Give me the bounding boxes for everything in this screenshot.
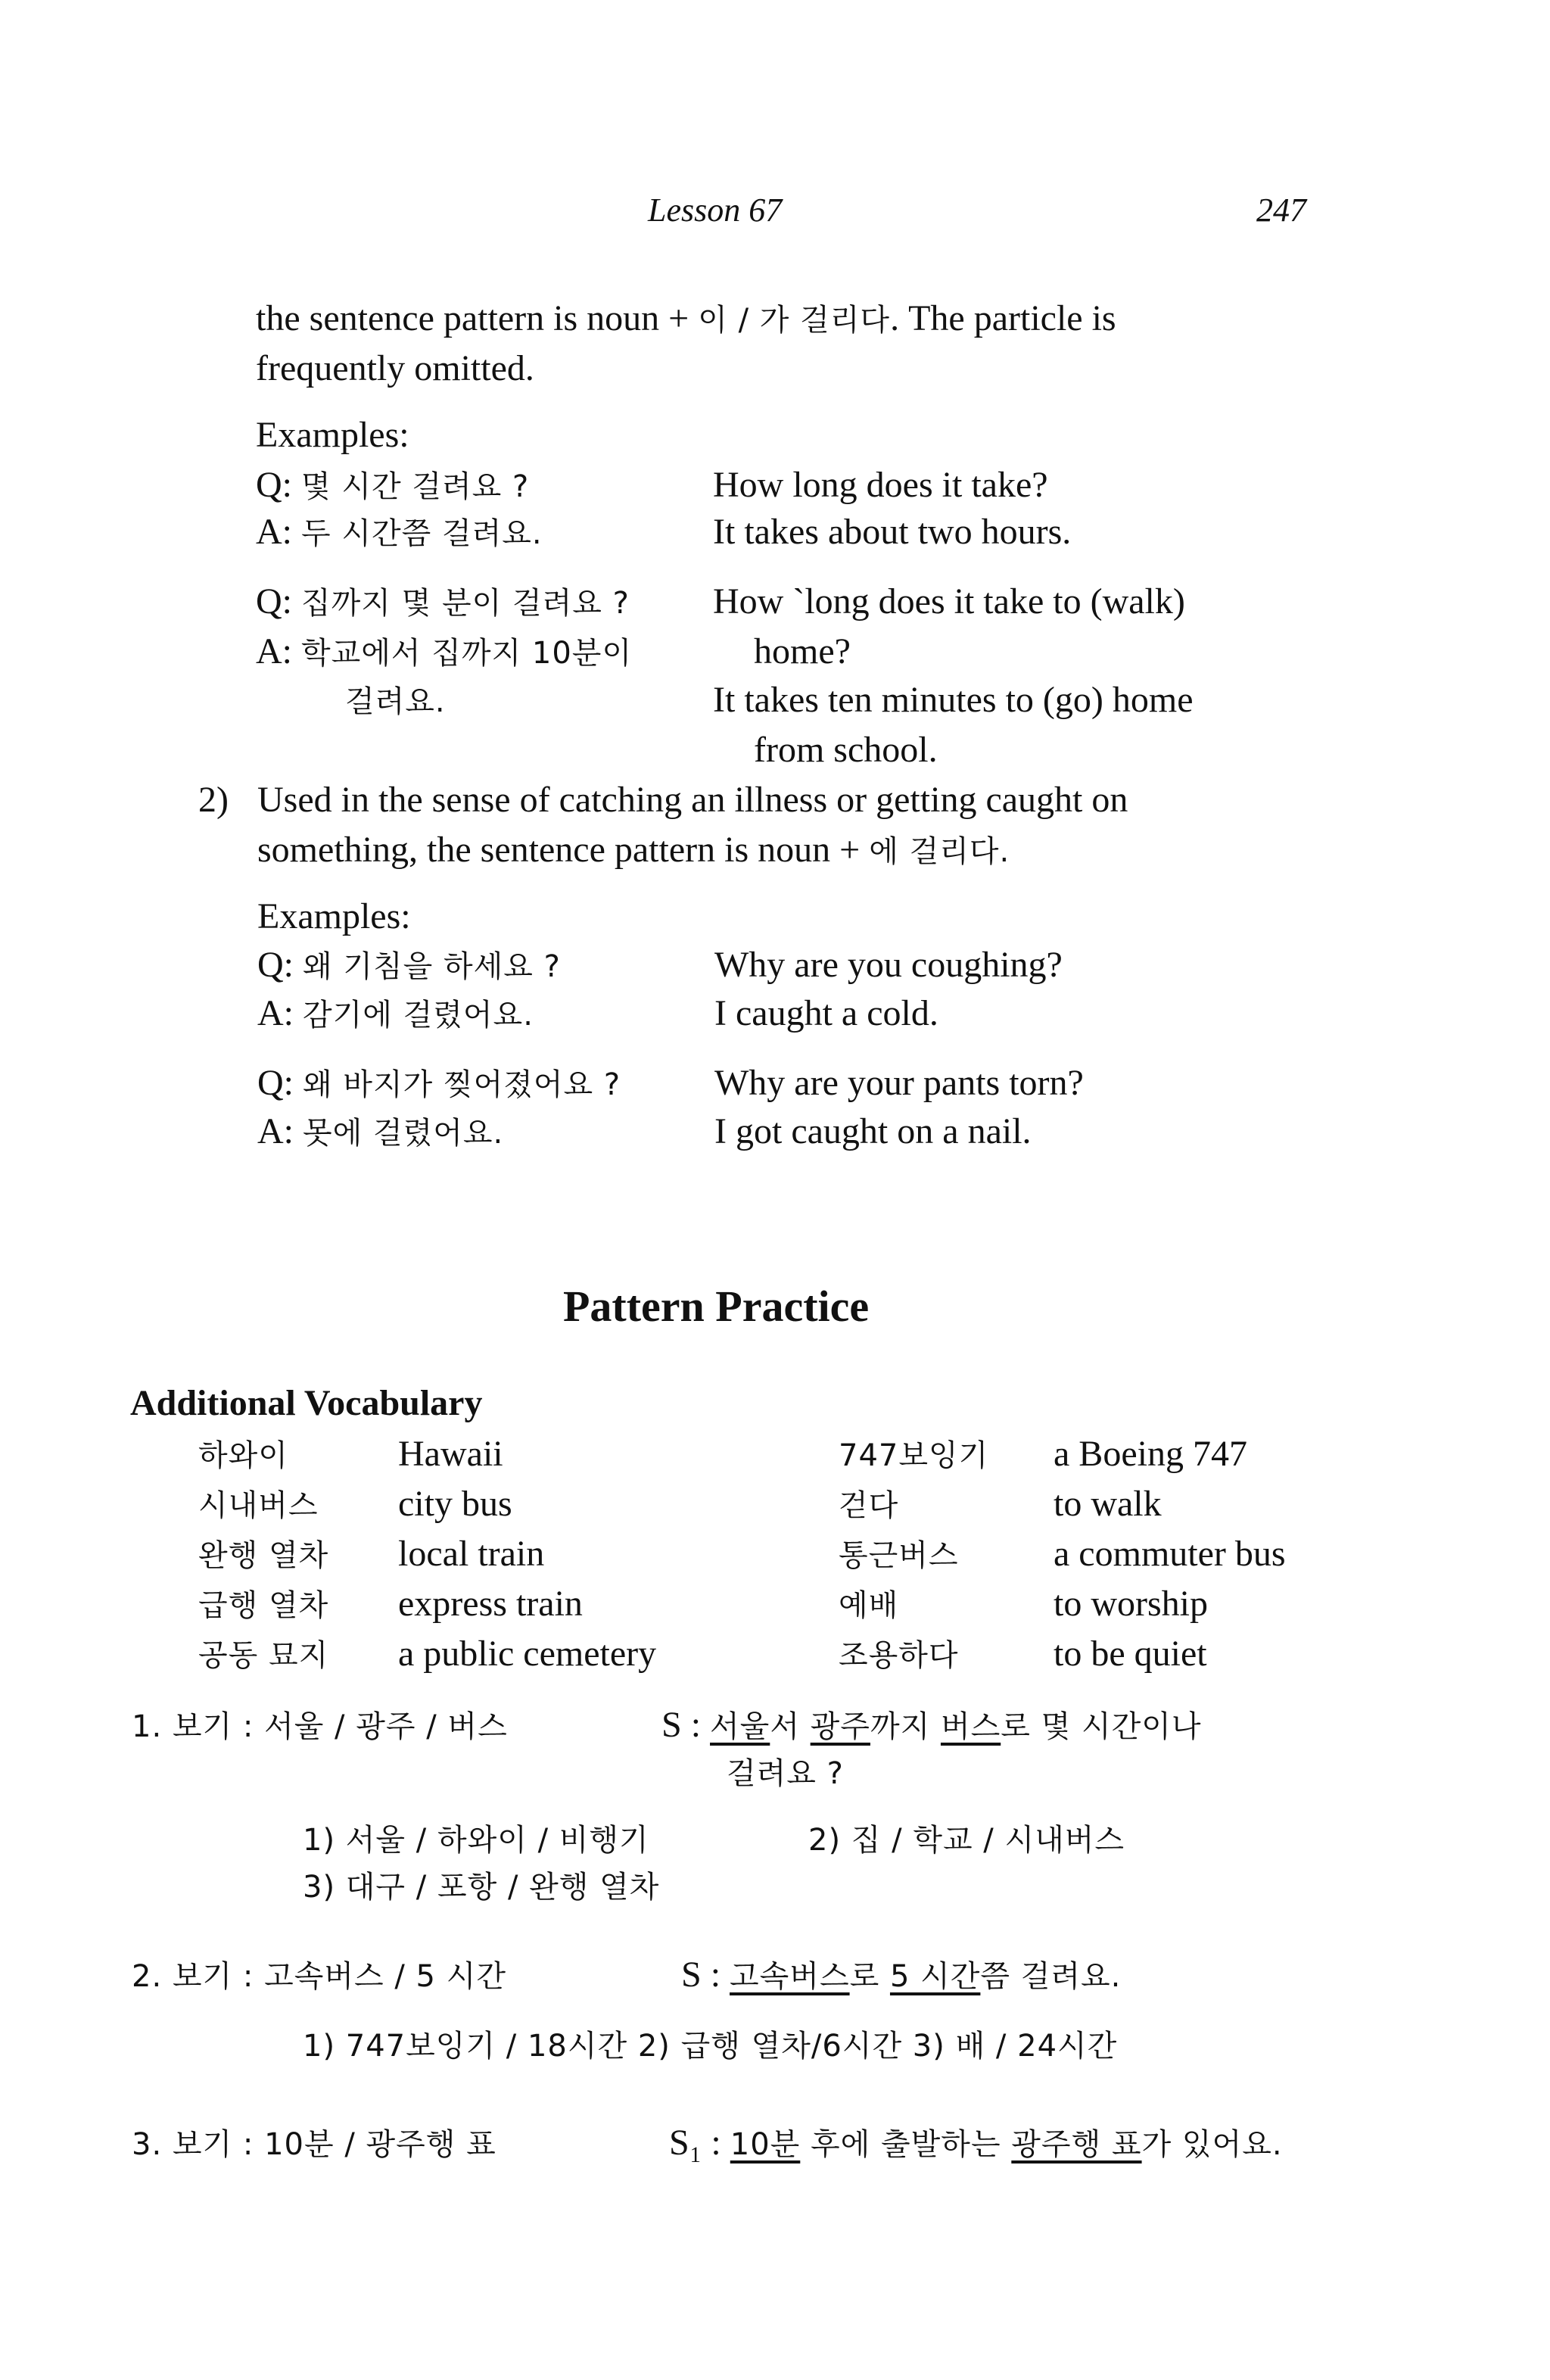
a-prefix: A: — [256, 631, 301, 671]
q-korean: 집까지 몇 분이 걸려요 ? — [301, 586, 630, 621]
vocab-english: local train — [398, 1534, 545, 1574]
example1-q2-translation: How `long does it take to (walk) — [713, 581, 1185, 621]
q-korean: 왜 바지가 찢어졌어요 ? — [303, 1067, 621, 1102]
exercise-2-items: 1) 747보잉기 / 18시간 2) 급행 열차/6시간 3) 배 / 24시간 — [303, 2029, 1118, 2064]
exercise-2-sentence: S : 고속버스로 5 시간쯤 걸려요. — [681, 1955, 1122, 1995]
blank-1: 서울 — [710, 1709, 770, 1744]
exercise-3-label: 3. 보기 : 10분 / 광주행 표 — [132, 2127, 496, 2162]
vocab-english: to worship — [1054, 1584, 1208, 1624]
example1-a2 — [256, 628, 632, 677]
example2-q2-translation: Why are your pants torn? — [714, 1063, 1084, 1103]
intro-line-2: frequently omitted. — [256, 348, 534, 388]
example2-a2 — [257, 1108, 503, 1157]
intro-line-1 — [256, 295, 1116, 344]
exercise-1-sentence: S : 서울서 광주까지 버스로 몇 시간이나 — [661, 1705, 1202, 1745]
blank-2: 광주행 표 — [1011, 2127, 1142, 2162]
blank-2: 광주 — [810, 1709, 870, 1744]
speaker-label: S₁ : — [669, 2123, 721, 2163]
point-2-korean: 에 걸리다. — [869, 834, 1010, 869]
vocab-korean: 걷다 — [839, 1488, 899, 1523]
a-korean: 학교에서 집까지 10분이 — [301, 636, 633, 671]
intro-korean: 이 / 가 걸리다 — [698, 303, 891, 338]
blank-2: 5 시간 — [889, 1959, 981, 1994]
vocab-english: a Boeing 747 — [1054, 1434, 1247, 1474]
exercise-1-label: 1. 보기 : 서울 / 광주 / 버스 — [132, 1709, 508, 1744]
speaker-label: S : — [661, 1705, 702, 1745]
example1-a2-korean-cont — [345, 677, 446, 725]
point-2-line-2 — [257, 827, 1010, 875]
point-2-text: something, the sentence pattern is noun + — [257, 830, 870, 870]
vocab-english: Hawaii — [398, 1434, 503, 1474]
point-2-line-1: Used in the sense of catching an illness or getting caught on — [257, 780, 1128, 820]
a-prefix: A: — [257, 993, 303, 1033]
intro-text-a: the sentence pattern is noun + — [256, 298, 699, 338]
vocab-korean: 급행 열차 — [198, 1588, 329, 1623]
exercise-2-label: 2. 보기 : 고속버스 / 5 시간 — [132, 1959, 506, 1994]
examples-label-1: Examples: — [256, 415, 409, 455]
blank-1: 10분 — [730, 2127, 801, 2162]
example2-q1 — [257, 942, 561, 990]
vocab-english: to be quiet — [1054, 1634, 1207, 1674]
point-2-number: 2) — [198, 780, 229, 820]
example1-q2 — [256, 578, 630, 627]
blank-1: 고속버스 — [730, 1959, 850, 1994]
q-prefix: Q: — [257, 1063, 303, 1103]
speaker-label: S : — [681, 1955, 721, 1995]
intro-text-b: . The particle is — [890, 298, 1116, 338]
vocab-korean: 시내버스 — [198, 1488, 319, 1523]
q-prefix: Q: — [256, 581, 301, 621]
vocab-english: a commuter bus — [1054, 1534, 1286, 1574]
example1-q1-translation: How long does it take? — [713, 465, 1048, 505]
exercise-1-items-b: 2) 집 / 학교 / 시내버스 — [808, 1823, 1125, 1858]
example1-a2-translation-1: home? — [754, 631, 851, 671]
vocab-korean: 통근버스 — [839, 1538, 959, 1573]
page-number: 247 — [1256, 192, 1306, 229]
a-korean: 못에 걸렸어요. — [303, 1116, 504, 1151]
pattern-practice-heading: Pattern Practice — [563, 1282, 870, 1331]
vocab-korean: 완행 열차 — [198, 1538, 329, 1573]
vocab-korean: 예배 — [839, 1588, 899, 1623]
vocab-english: city bus — [398, 1484, 512, 1524]
a-korean: 두 시간쯤 걸려요. — [301, 516, 543, 551]
vocab-english: to walk — [1054, 1484, 1162, 1524]
vocab-korean: 하와이 — [198, 1438, 288, 1473]
examples-label-2: Examples: — [257, 896, 411, 936]
q-korean: 몇 시간 걸려요 ? — [301, 469, 530, 504]
example2-a1 — [257, 990, 534, 1039]
example1-a2-translation-3: from school. — [754, 730, 938, 770]
example2-q1-translation: Why are you coughing? — [714, 945, 1063, 985]
exercise-3-sentence: S₁ : 10분 후에 출발하는 광주행 표가 있어요. — [669, 2123, 1283, 2163]
example2-a1-translation: I caught a cold. — [714, 993, 938, 1033]
a-korean-cont: 걸려요. — [345, 684, 446, 719]
vocab-korean: 공동 묘지 — [198, 1638, 329, 1673]
example1-a2-translation-2: It takes ten minutes to (go) home — [713, 680, 1194, 720]
vocab-korean: 747보잉기 — [839, 1438, 989, 1473]
vocab-english: a public cemetery — [398, 1634, 657, 1674]
q-prefix: Q: — [257, 945, 303, 985]
vocab-english: express train — [398, 1584, 583, 1624]
q-korean: 왜 기침을 하세요 ? — [303, 949, 561, 984]
a-prefix: A: — [256, 512, 301, 552]
a-korean: 감기에 걸렸어요. — [303, 998, 534, 1033]
vocab-korean: 조용하다 — [839, 1638, 959, 1673]
example1-a1-translation: It takes about two hours. — [713, 512, 1072, 552]
exercise-1-items-c: 3) 대구 / 포항 / 완행 열차 — [303, 1870, 660, 1905]
a-prefix: A: — [257, 1111, 303, 1151]
example1-a1 — [256, 509, 543, 557]
example2-a2-translation: I got caught on a nail. — [714, 1111, 1032, 1151]
blank-3: 버스 — [940, 1709, 1001, 1744]
example2-q2 — [257, 1060, 621, 1108]
exercise-1-items-a: 1) 서울 / 하와이 / 비행기 — [303, 1823, 649, 1858]
exercise-1-sentence-line-2: 걸려요 ? — [727, 1756, 844, 1791]
example1-q1 — [256, 462, 529, 510]
vocabulary-heading: Additional Vocabulary — [130, 1383, 483, 1423]
vocabulary-left-column — [198, 1431, 743, 1681]
q-prefix: Q: — [256, 465, 301, 505]
running-header-title: Lesson 67 — [648, 192, 783, 229]
vocabulary-right-column — [839, 1431, 1353, 1681]
